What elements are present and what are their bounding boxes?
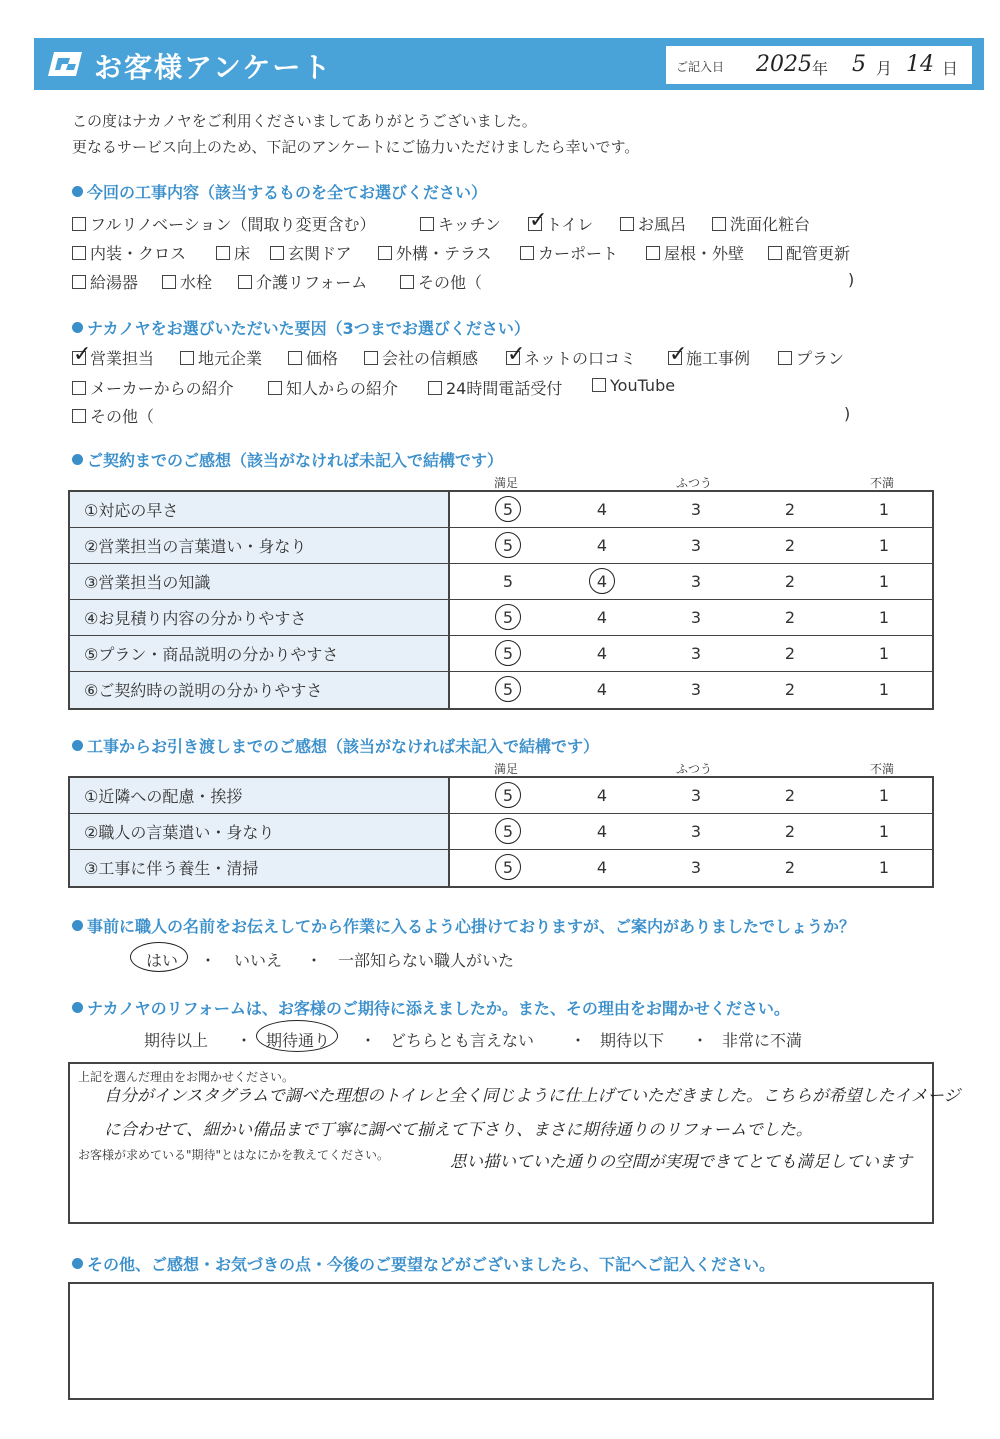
q2-other-close-paren: ) xyxy=(844,404,851,423)
q4-score-option[interactable]: 5 xyxy=(502,786,514,805)
q2-option[interactable] xyxy=(72,376,234,399)
date-box xyxy=(666,46,972,84)
q3-table-row xyxy=(70,564,932,600)
q2-option-label: プラン xyxy=(796,349,845,368)
q3-score-option[interactable]: 1 xyxy=(878,680,890,699)
q1-option[interactable] xyxy=(72,270,138,293)
q4-score-option[interactable]: 5 xyxy=(502,822,514,841)
q3-score-option[interactable]: 4 xyxy=(596,680,608,699)
q3-score-option[interactable]: 1 xyxy=(878,572,890,591)
date-month: 5 xyxy=(852,52,866,77)
q3-row-label: ①対応の早さ xyxy=(70,492,450,527)
q2-option-label: 会社の信頼感 xyxy=(382,349,479,368)
q1-option-label: 水栓 xyxy=(180,273,213,292)
q5-choice-no[interactable]: いいえ xyxy=(234,951,283,970)
q3-scale-high: 満足 xyxy=(494,476,519,490)
q3-row-label: ②営業担当の言葉遣い・身なり xyxy=(70,528,450,563)
q3-score-option[interactable]: 1 xyxy=(878,500,890,519)
q1-option-label: 内装・クロス xyxy=(90,244,187,263)
q4-table-row xyxy=(70,778,932,814)
q2-option-label: 価格 xyxy=(306,349,339,368)
q6-reason-prompt: 上記を選んだ理由をお聞かせください。 xyxy=(78,1070,295,1084)
checkbox[interactable] xyxy=(778,351,792,365)
q3-score-option[interactable]: 1 xyxy=(878,536,890,555)
q1-option[interactable] xyxy=(768,241,850,264)
q6-choice-neutral[interactable]: どちらとも言えない xyxy=(390,1031,535,1050)
q3-table-row xyxy=(70,636,932,672)
q6-sep-3: ・ xyxy=(570,1031,587,1050)
q1-heading: 今回の工事内容（該当するものを全てお選びください） xyxy=(72,180,487,203)
checkbox[interactable] xyxy=(72,409,86,423)
checkbox[interactable] xyxy=(506,342,526,367)
q3-score-option[interactable]: 3 xyxy=(690,536,702,555)
q2-option-label: YouTube xyxy=(610,376,676,395)
q7-heading: その他、ご感想・お気づきの点・今後のご要望などがございましたら、下記へご記入ください。 xyxy=(72,1252,775,1275)
q2-option-label: 知人からの紹介 xyxy=(286,379,399,398)
check-mark-icon: ✓ xyxy=(73,342,92,367)
checkbox[interactable] xyxy=(646,246,660,260)
date-day: 14 xyxy=(906,52,934,77)
q4-score-option[interactable]: 1 xyxy=(878,786,890,805)
q3-score-option[interactable]: 4 xyxy=(596,608,608,627)
checkbox[interactable] xyxy=(400,275,414,289)
checkbox[interactable] xyxy=(712,217,726,231)
q1-option[interactable] xyxy=(528,208,594,235)
q2-option[interactable] xyxy=(592,376,675,395)
checkbox[interactable] xyxy=(72,246,86,260)
intro-line-2: 更なるサービス向上のため、下記のアンケートにご協力いただけましたら幸いです。 xyxy=(72,138,640,156)
q3-score-option[interactable]: 5 xyxy=(502,500,514,519)
checkbox[interactable] xyxy=(592,378,606,392)
q2-option[interactable] xyxy=(668,342,751,369)
q3-row-label: ⑤プラン・商品説明の分かりやすさ xyxy=(70,636,450,671)
q1-option-label: 外構・テラス xyxy=(396,244,492,263)
q1-option[interactable] xyxy=(520,241,618,264)
q6-reason-box[interactable] xyxy=(68,1062,961,1224)
q3-heading: ご契約までのご感想（該当がなければ未記入で結構です） xyxy=(72,448,503,471)
q3-score-option[interactable]: 3 xyxy=(690,680,702,699)
q4-row-label: ③工事に伴う養生・清掃 xyxy=(70,850,450,886)
q3-table-row xyxy=(70,528,932,564)
q4-table-row xyxy=(70,814,932,850)
q4-score-option[interactable]: 2 xyxy=(784,822,796,841)
q1-option[interactable] xyxy=(72,212,375,235)
q4-score-option[interactable]: 4 xyxy=(596,858,608,877)
checkbox[interactable] xyxy=(72,342,92,367)
q1-option[interactable] xyxy=(162,270,212,293)
q1-option-label: 床 xyxy=(234,244,251,263)
q3-scale-low: 不満 xyxy=(870,476,895,490)
q3-rating-table xyxy=(68,490,934,710)
q2-option-label: 営業担当 xyxy=(90,349,155,368)
checkbox[interactable] xyxy=(270,246,284,260)
checkbox[interactable] xyxy=(420,217,434,231)
q4-row-label: ②職人の言葉遣い・身なり xyxy=(70,814,450,849)
q5-sep-1: ・ xyxy=(200,951,217,970)
q4-scale-mid: ふつう xyxy=(676,762,713,776)
q6-choice-below[interactable]: 期待以下 xyxy=(600,1031,665,1050)
q3-score-option[interactable]: 2 xyxy=(784,608,796,627)
q1-option-label: その他（ xyxy=(418,273,483,292)
q4-score-option[interactable]: 2 xyxy=(784,786,796,805)
checkbox[interactable] xyxy=(288,351,302,365)
q1-option-label: 給湯器 xyxy=(90,273,139,292)
q1-option[interactable] xyxy=(72,241,186,264)
q4-selected-circle xyxy=(495,854,521,880)
date-label: ご記入日 xyxy=(676,60,725,74)
q2-option-label: 施工事例 xyxy=(686,349,751,368)
year-unit: 年 xyxy=(812,59,829,78)
q3-table-row xyxy=(70,600,932,636)
q4-scale-low: 不満 xyxy=(870,762,895,776)
checkbox[interactable] xyxy=(428,381,442,395)
checkbox[interactable] xyxy=(364,351,378,365)
checkbox[interactable] xyxy=(238,275,252,289)
q4-score-option[interactable]: 2 xyxy=(784,858,796,877)
month-unit: 月 xyxy=(876,59,893,78)
day-unit: 日 xyxy=(942,59,959,78)
q1-option-label: 玄関ドア xyxy=(288,244,352,263)
q6-handwritten-line-2: に合わせて、細かい備品まで丁寧に調べて揃えて下さり、まさに期待通りのリフォームでした。 xyxy=(104,1120,813,1139)
q2-option[interactable] xyxy=(268,376,398,399)
q2-option-label: その他（ xyxy=(90,407,155,426)
q3-selected-circle xyxy=(589,568,615,594)
q3-selected-circle xyxy=(495,496,521,522)
check-mark-icon: ✓ xyxy=(669,342,688,367)
q2-option[interactable] xyxy=(778,346,844,369)
q1-option-label: トイレ xyxy=(546,215,594,234)
q3-row-label: ⑥ご契約時の説明の分かりやすさ xyxy=(70,672,450,708)
q6-handwritten-line-3: 思い描いていた通りの空間が実現できてとても満足しています xyxy=(450,1152,912,1171)
q3-selected-circle xyxy=(495,640,521,666)
intro-line-1: この度はナカノヤをご利用くださいましてありがとうございました。 xyxy=(72,112,537,130)
q4-score-option[interactable]: 4 xyxy=(596,786,608,805)
q3-score-option[interactable]: 4 xyxy=(596,572,608,591)
q1-option[interactable] xyxy=(378,241,492,264)
q3-score-option[interactable]: 4 xyxy=(596,500,608,519)
checkbox[interactable] xyxy=(528,208,548,233)
q6-sep-2: ・ xyxy=(360,1031,377,1050)
q2-option[interactable] xyxy=(364,346,478,369)
checkbox[interactable] xyxy=(162,275,176,289)
checkbox[interactable] xyxy=(268,381,282,395)
q6-heading: ナカノヤのリフォームは、お客様のご期待に添えましたか。また、その理由をお聞かせください。 xyxy=(72,996,790,1019)
q4-row-label: ①近隣への配慮・挨拶 xyxy=(70,778,450,813)
checkbox[interactable] xyxy=(72,275,86,289)
q1-option-label: フルリノベーション（間取り変更含む） xyxy=(90,215,376,234)
q3-score-option[interactable]: 3 xyxy=(690,500,702,519)
q4-score-option[interactable]: 1 xyxy=(878,858,890,877)
q3-score-option[interactable]: 2 xyxy=(784,536,796,555)
q4-rating-table xyxy=(68,776,934,888)
q1-option[interactable] xyxy=(270,241,352,264)
q3-score-option[interactable]: 2 xyxy=(784,572,796,591)
q7-comment-box[interactable] xyxy=(68,1282,934,1400)
q3-selected-circle xyxy=(495,676,521,702)
checkbox[interactable] xyxy=(668,342,688,367)
q6-choice-as-expected[interactable]: 期待通り xyxy=(266,1031,331,1050)
q6-sep-4: ・ xyxy=(692,1031,709,1050)
q1-option-label: キッチン xyxy=(438,215,501,234)
date-year: 2025 xyxy=(756,52,812,77)
q6-selected-circle xyxy=(256,1020,338,1052)
q3-selected-circle xyxy=(495,604,521,630)
checkbox[interactable] xyxy=(378,246,392,260)
q1-option[interactable] xyxy=(620,212,686,235)
q1-option[interactable] xyxy=(712,212,810,235)
q3-score-option[interactable]: 5 xyxy=(502,644,514,663)
q2-option[interactable] xyxy=(288,346,338,369)
q4-table-row xyxy=(70,850,932,886)
q1-option[interactable] xyxy=(420,212,501,235)
q5-heading: 事前に職人の名前をお伝えしてから作業に入るよう心掛けておりますが、ご案内がありましたでしょうか？ xyxy=(72,914,855,937)
q5-sep-2: ・ xyxy=(306,951,323,970)
q4-score-option[interactable]: 3 xyxy=(690,786,702,805)
q1-option-label: 屋根・外壁 xyxy=(664,244,745,263)
q4-score-option[interactable]: 4 xyxy=(596,822,608,841)
q4-scale-high: 満足 xyxy=(494,762,519,776)
checkbox[interactable] xyxy=(620,217,634,231)
q2-option-label: 地元企業 xyxy=(198,349,263,368)
q3-score-option[interactable]: 5 xyxy=(502,572,514,591)
q3-row-label: ③営業担当の知識 xyxy=(70,564,450,599)
nakanoya-logo-icon xyxy=(48,50,84,78)
q1-option[interactable] xyxy=(238,270,367,293)
q3-score-option[interactable]: 5 xyxy=(502,536,514,555)
q3-selected-circle xyxy=(495,532,521,558)
q3-score-option[interactable]: 2 xyxy=(784,500,796,519)
q3-score-option[interactable]: 1 xyxy=(878,608,890,627)
q3-scale-mid: ふつう xyxy=(676,476,713,490)
q1-option[interactable] xyxy=(400,270,482,293)
header-bar xyxy=(34,38,984,90)
q6-choice-very-unsatisfied[interactable]: 非常に不満 xyxy=(722,1031,803,1050)
q4-selected-circle xyxy=(495,818,521,844)
q2-option[interactable] xyxy=(428,376,562,399)
q2-option[interactable] xyxy=(506,342,637,369)
q4-score-option[interactable]: 1 xyxy=(878,822,890,841)
q3-score-option[interactable]: 2 xyxy=(784,644,796,663)
q2-option[interactable] xyxy=(72,404,154,427)
q2-option-label: 24時間電話受付 xyxy=(446,379,563,398)
q3-score-option[interactable]: 4 xyxy=(596,644,608,663)
page-title: お客様アンケート xyxy=(94,51,333,84)
checkbox[interactable] xyxy=(72,217,86,231)
q5-selected-circle xyxy=(130,942,188,972)
q1-option-label: 介護リフォーム xyxy=(256,273,368,292)
q2-heading: ナカノヤをお選びいただいた要因（3つまでお選びください） xyxy=(72,316,530,339)
q5-choice-partial[interactable]: 一部知らない職人がいた xyxy=(338,951,515,970)
q1-option[interactable] xyxy=(646,241,744,264)
q6-handwritten-line-1: 自分がインスタグラムで調べた理想のトイレと全く同じように仕上げていただきました。こちらが希望したイメージ xyxy=(104,1086,961,1105)
check-mark-icon: ✓ xyxy=(529,208,548,233)
checkbox[interactable] xyxy=(72,381,86,395)
q2-option-label: ネットの口コミ xyxy=(524,349,637,368)
q3-score-option[interactable]: 5 xyxy=(502,680,514,699)
q3-score-option[interactable]: 3 xyxy=(690,644,702,663)
checkbox[interactable] xyxy=(520,246,534,260)
q4-score-option[interactable]: 3 xyxy=(690,822,702,841)
q3-table-row xyxy=(70,672,932,708)
checkbox[interactable] xyxy=(180,351,194,365)
checkbox[interactable] xyxy=(216,246,230,260)
q6-choice-above[interactable]: 期待以上 xyxy=(144,1031,209,1050)
q3-table-row xyxy=(70,492,932,528)
check-mark-icon: ✓ xyxy=(507,342,526,367)
q4-score-option[interactable]: 3 xyxy=(690,858,702,877)
q4-selected-circle xyxy=(495,782,521,808)
q3-row-label: ④お見積り内容の分かりやすさ xyxy=(70,600,450,635)
q1-other-close-paren: ) xyxy=(848,270,855,289)
q3-score-option[interactable]: 3 xyxy=(690,572,702,591)
q4-score-option[interactable]: 5 xyxy=(502,858,514,877)
q3-score-option[interactable]: 4 xyxy=(596,536,608,555)
q2-option[interactable] xyxy=(180,346,262,369)
q3-score-option[interactable]: 2 xyxy=(784,680,796,699)
q1-option-label: 配管更新 xyxy=(786,244,851,263)
q3-score-option[interactable]: 5 xyxy=(502,608,514,627)
checkbox[interactable] xyxy=(768,246,782,260)
q2-option-label: メーカーからの紹介 xyxy=(90,379,234,398)
q1-option[interactable] xyxy=(216,241,250,264)
q1-option-label: お風呂 xyxy=(638,215,687,234)
q1-option-label: カーポート xyxy=(538,244,619,263)
q6-sep-1: ・ xyxy=(236,1031,253,1050)
q3-score-option[interactable]: 3 xyxy=(690,608,702,627)
q6-expectation-prompt: お客様が求めている"期待"とはなにかを教えてください。 xyxy=(78,1148,390,1162)
q5-choice-yes[interactable]: はい xyxy=(146,951,179,970)
q3-score-option[interactable]: 1 xyxy=(878,644,890,663)
q2-option[interactable] xyxy=(72,342,155,369)
q4-heading: 工事からお引き渡しまでのご感想（該当がなければ未記入で結構です） xyxy=(72,734,599,757)
q1-option-label: 洗面化粧台 xyxy=(730,215,811,234)
